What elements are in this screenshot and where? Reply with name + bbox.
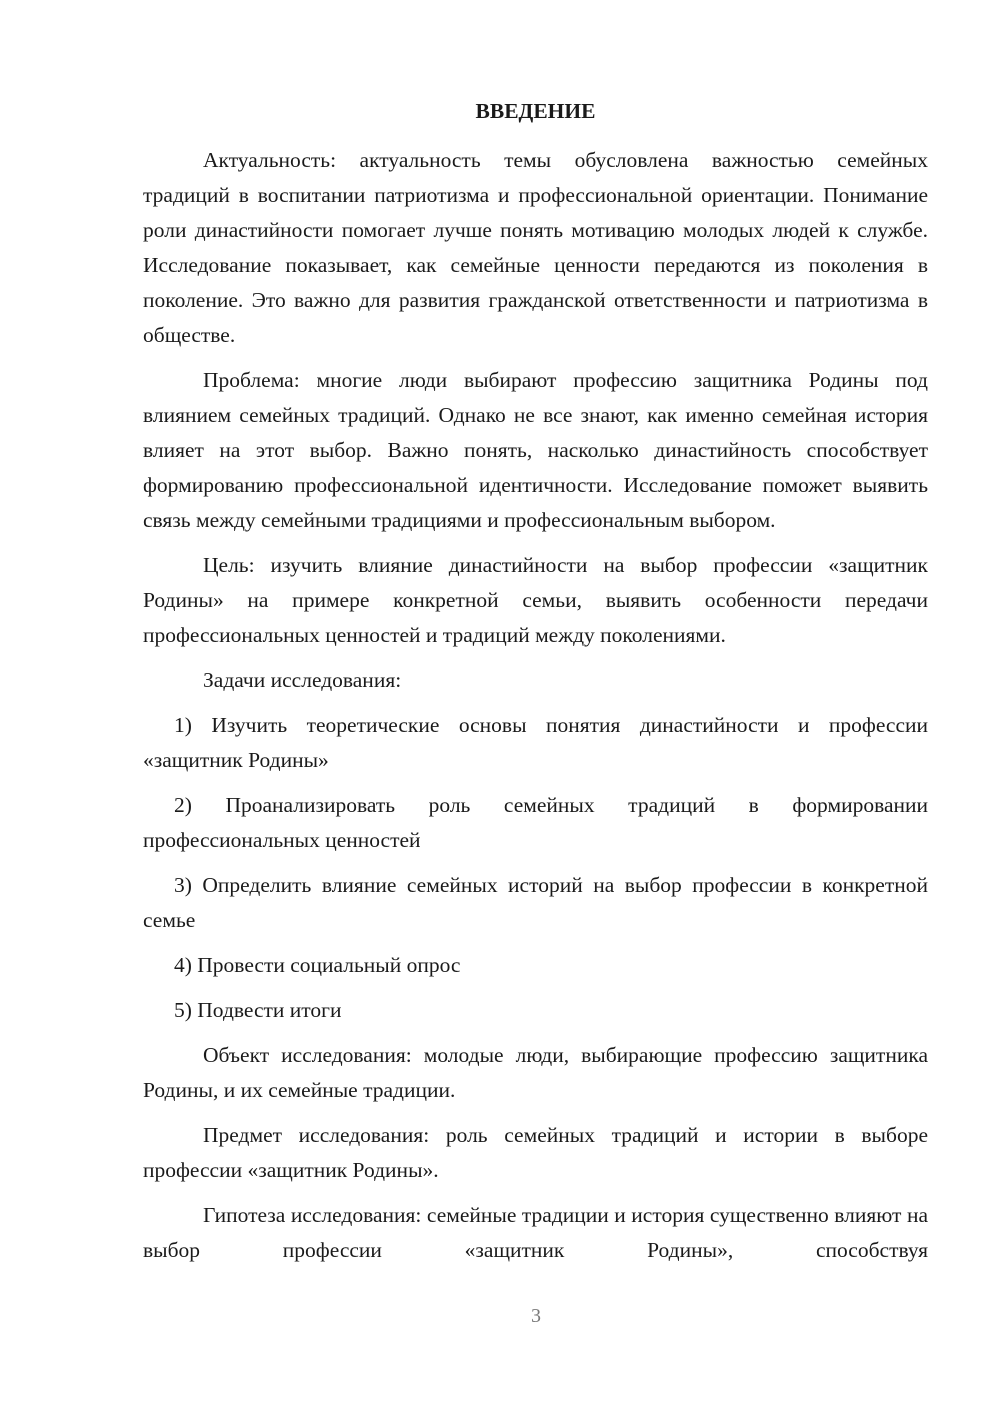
task-item: 5) Подвести итоги xyxy=(174,998,342,1022)
task-item: 1) Изучить теоретические основы понятия династийности и профессии «защитник Родины» xyxy=(143,713,928,772)
paragraph-goal: Цель: изучить влияние династийности на выбор профессии «защитник Родины» на примере конкретной семьи, выявить особенности передачи профессиональных ценностей и традиций между поколениями. xyxy=(143,553,928,647)
paragraph-problem: Проблема: многие люди выбирают профессию защитника Родины под влиянием семейных традиций. Однако не все знают, как именно семейная история влияет на этот выбор. Важно понять, насколько династийность способствует формированию профессиональной идентичности. Исследование поможет выявить связь между семейными традициями и профессиональным выбором. xyxy=(143,368,928,532)
task-item: 3) Определить влияние семейных историй на выбор профессии в конкретной семье xyxy=(143,873,928,932)
paragraph-relevance: Актуальность: актуальность темы обусловлена важностью семейных традиций в воспитании патриотизма и профессиональной ориентации. Понимание роли династийности помогает лучше понять мотивацию молодых людей к службе. Исследование показывает, как семейные ценности передаются из поколения в поколение. Это важно для развития гражданской ответственности и патриотизма в обществе. xyxy=(143,148,928,347)
page-number: 3 xyxy=(531,1305,541,1327)
task-item: 2) Проанализировать роль семейных традиций в формировании профессиональных ценностей xyxy=(143,793,928,852)
page-title: ВВЕДЕНИЕ xyxy=(475,99,596,123)
document-page xyxy=(143,96,928,1278)
task-item: 4) Провести социальный опрос xyxy=(174,953,461,977)
paragraph-object: Объект исследования: молодые люди, выбирающие профессию защитника Родины, и их семейные традиции. xyxy=(143,1043,928,1102)
tasks-label: Задачи исследования: xyxy=(203,668,402,692)
paragraph-hypothesis: Гипотеза исследования: семейные традиции и история существенно влияют на выбор профессии «защитник Родины», способствуя xyxy=(143,1203,928,1262)
paragraph-subject: Предмет исследования: роль семейных традиций и истории в выборе профессии «защитник Родины». xyxy=(143,1123,928,1182)
